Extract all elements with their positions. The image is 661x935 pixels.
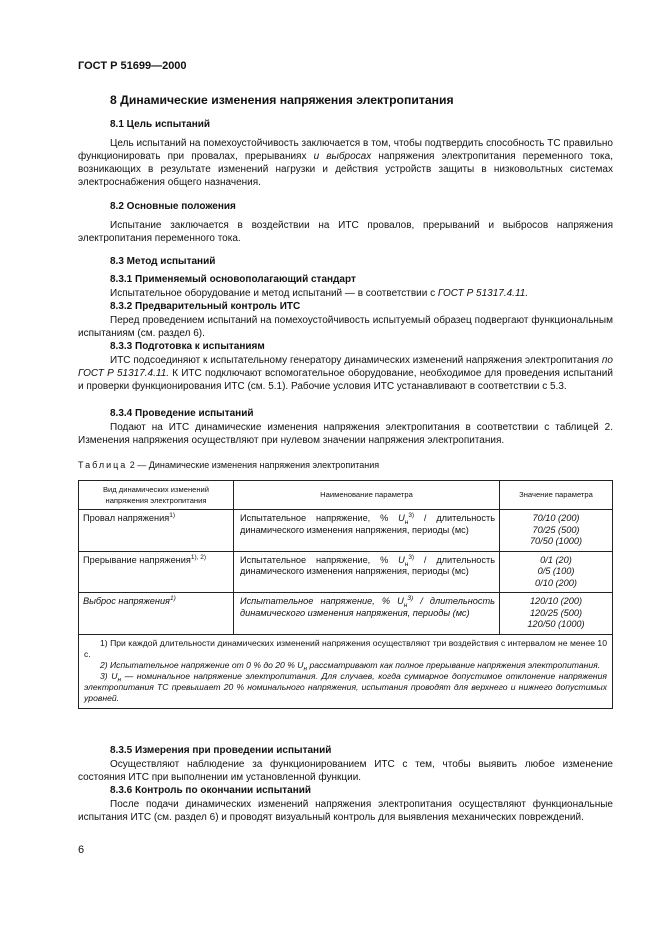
row-values: 120/10 (200) 120/25 (500) 120/50 (1000) bbox=[500, 593, 613, 635]
header-kind: Вид динамических изменений напряжения электропитания bbox=[79, 481, 234, 510]
row-param: Испытательное напряжение, % $U_н^{3)}$ / длительность динамического изменения напряжения, периоды (мс) bbox=[234, 510, 500, 552]
s82-title: 8.2 Основные положения bbox=[110, 201, 236, 212]
table-row bbox=[79, 510, 613, 552]
s81-title: 8.1 Цель испытаний bbox=[110, 119, 211, 130]
s82-paragraph: Испытание заключается в воздействии на ИТС провалов, прерываний и выбросов напряжения электропитания переменного тока. bbox=[78, 220, 613, 244]
row-kind: Провал напряжения$^{1)}$ bbox=[79, 510, 234, 552]
s832-paragraph: Перед проведением испытаний на помехоустойчивость испытуемый образец подвергают функциональным испытаниям (см. раздел 6). bbox=[78, 315, 613, 339]
note-1: 1) При каждой длительности динамических изменений напряжения осуществляют три воздействия с интервалом не менее 10 с. bbox=[84, 637, 607, 659]
row-param: Испытательное напряжение, % $U_н^{3)}$ / длительность динамического изменения напряжения, периоды (мс) bbox=[234, 551, 500, 593]
s836-paragraph: После подачи динамических изменений напряжения электропитания осуществляют функциональные испытания ИТС (см. раздел 6) и проводят визуальный контроль для выявления механических повреждений. bbox=[78, 799, 613, 823]
table-header-row bbox=[79, 481, 613, 510]
row-values: 0/1 (20) 0/5 (100) 0/10 (200) bbox=[500, 551, 613, 593]
table-notes bbox=[79, 634, 613, 708]
s832-title: 8.3.2 Предварительный контроль ИТС bbox=[110, 301, 301, 312]
s835-paragraph: Осуществляют наблюдение за функционированием ИТС с тем, чтобы выявить любое изменение состояния ИТС при выполнении им установленной функции. bbox=[78, 759, 613, 783]
note-2: 2) Испытательное напряжение от 0 % до 20 % $U_н$ рассматривают как полное прерывание напряжения электропитания. bbox=[100, 659, 601, 673]
s831-paragraph: Испытательное оборудование и метод испытаний — в соответствии с ГОСТ Р 51317.4.11. bbox=[110, 288, 529, 299]
s834-title: 8.3.4 Проведение испытаний bbox=[110, 408, 254, 419]
s836-title: 8.3.6 Контроль по окончании испытаний bbox=[110, 785, 312, 796]
table-2 bbox=[78, 480, 613, 709]
row-param: Испытательное напряжение, % $U_н^{3)}$ / длительность динамического изменения напряжения, периоды (мс) bbox=[234, 593, 500, 635]
table-row bbox=[79, 593, 613, 635]
row-values: 70/10 (200) 70/25 (500) 70/50 (1000) bbox=[500, 510, 613, 552]
table-row bbox=[79, 551, 613, 593]
s835-title: 8.3.5 Измерения при проведении испытаний bbox=[110, 745, 332, 756]
s81-paragraph: Цель испытаний на помехоустойчивость заключается в том, чтобы подтвердить способность ТС правильно функционировать при провалах, прерываниях и выбросах напряжения электропитания переменного тока, возникающих в результате изменений нагрузки и действия устройств защиты в низковольтных системах электроснабжения общего назначения. bbox=[78, 138, 613, 188]
table-notes-row bbox=[79, 634, 613, 708]
s833-title: 8.3.3 Подготовка к испытаниям bbox=[110, 341, 265, 352]
section-title: 8 Динамические изменения напряжения электропитания bbox=[110, 93, 454, 107]
header-value: Значение параметра bbox=[500, 481, 613, 510]
note-3: 3) $U_н$ — номинальное напряжение электропитания. Для случаев, когда суммарное допустимое отклонение напряжения электропитания ТС превышает 20 % номинального напряжения, испытания проводят для верхнего и нижнего допустимых уровней. bbox=[84, 670, 608, 703]
page-number: 6 bbox=[78, 844, 85, 856]
row-kind: Выброс напряжения$^{1)}$ bbox=[79, 593, 234, 635]
row-kind: Прерывание напряжения$^{1), 2)}$ bbox=[79, 551, 234, 593]
table-caption: Таблица 2 — Динамические изменения напряжения электропитания bbox=[78, 460, 380, 470]
s83-title: 8.3 Метод испытаний bbox=[110, 256, 216, 267]
header-param: Наименование параметра bbox=[234, 481, 500, 510]
s834-paragraph: Подают на ИТС динамические изменения напряжения электропитания в соответствии с таблицей 2. Изменения напряжения осуществляют при нулевом значении напряжения электропитания. bbox=[78, 422, 613, 446]
document-header: ГОСТ Р 51699—2000 bbox=[78, 60, 187, 72]
s831-title: 8.3.1 Применяемый основополагающий стандарт bbox=[110, 274, 356, 285]
s833-paragraph: ИТС подсоединяют к испытательному генератору динамических изменений напряжения электропитания по ГОСТ Р 51317.4.11. К ИТС подключают вспомогательное оборудование, необходимое для проведения испытаний и проверки функционирования ИТС (см. 5.1). Рабочие условия ИТС устанавливают в соответствии с 5.3. bbox=[78, 355, 613, 392]
